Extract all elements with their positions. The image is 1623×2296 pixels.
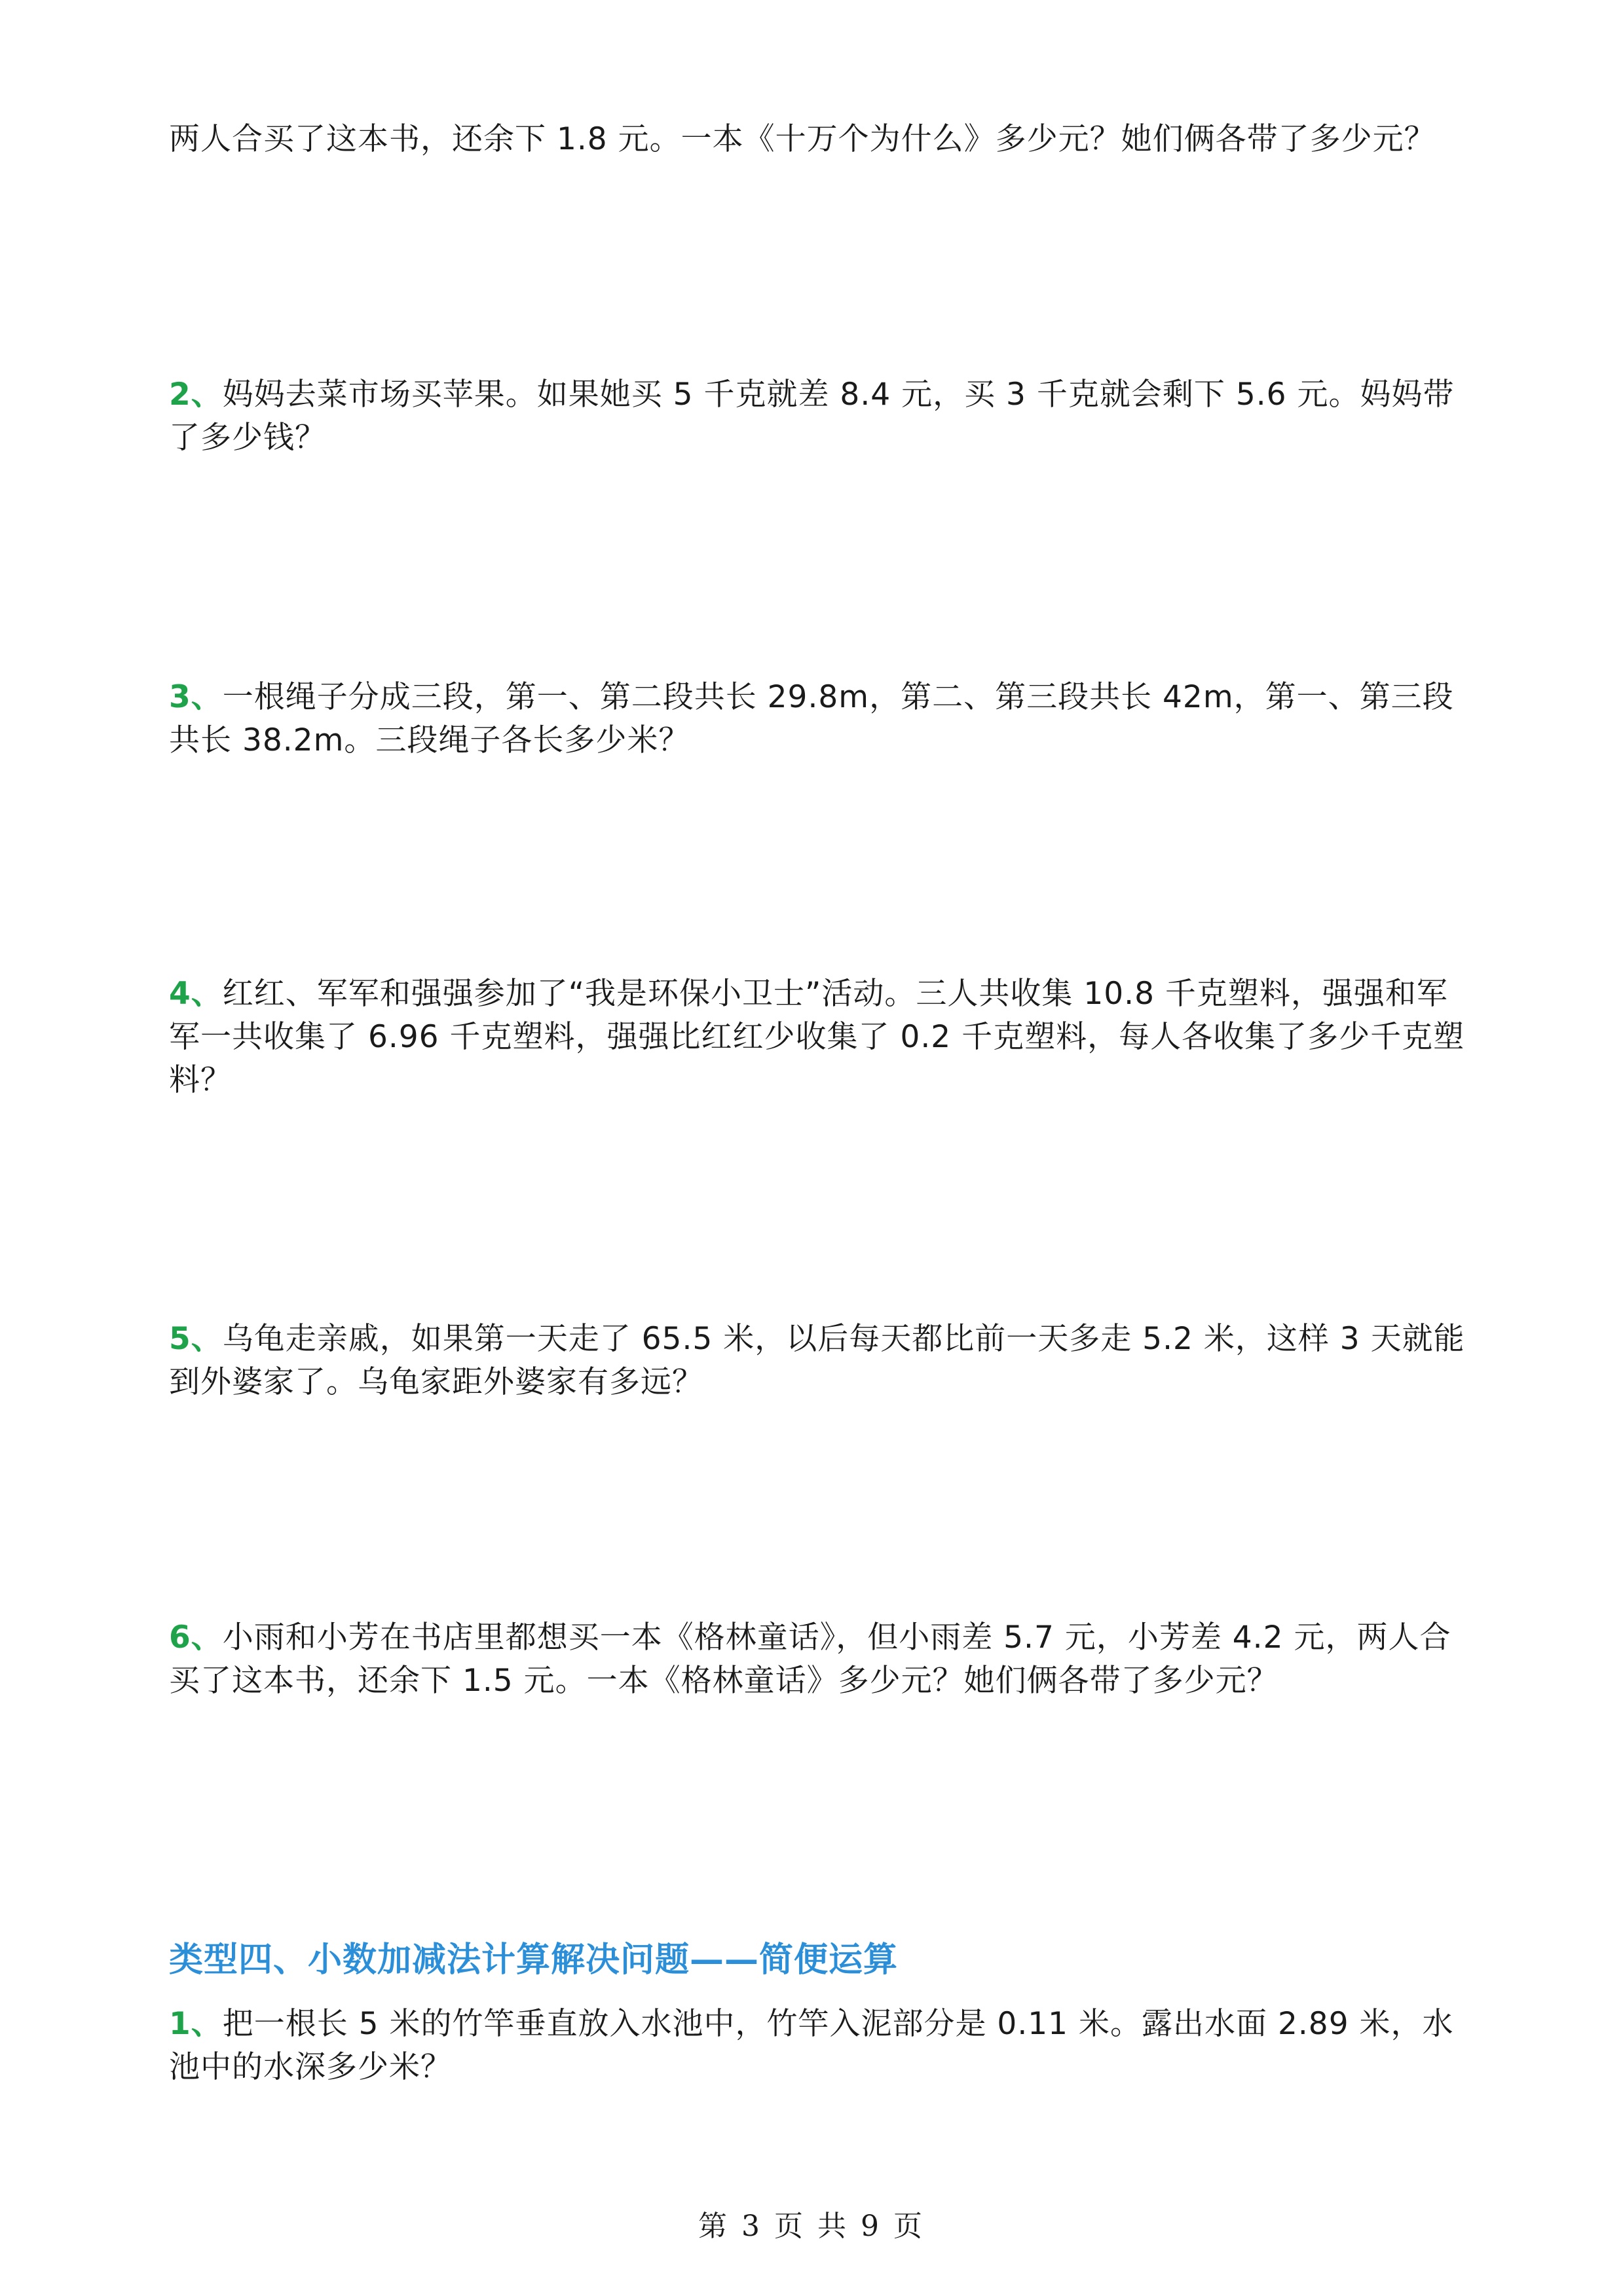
question-text: 红红、军军和强强参加了“我是环保小卫士”活动。三人共收集 10.8 千克塑料，强强和军军一共收集了 6.96 千克塑料，强强比红红少收集了 0.2 千克塑料，每人各收集了多少千克塑料？: [169, 976, 1465, 1098]
question-number: 2、: [169, 377, 223, 413]
question-text: 两人合买了这本书，还余下 1.8 元。一本《十万个为什么》多少元？她们俩各带了多少元？: [169, 121, 1436, 157]
question-number: 3、: [169, 679, 223, 715]
question-number: 5、: [169, 1321, 223, 1357]
section-question-1: [169, 2003, 1466, 2089]
question-4: [169, 972, 1466, 1102]
question-6: [169, 1616, 1466, 1703]
question-text: 把一根长 5 米的竹竿垂直放入水池中，竹竿入泥部分是 0.11 米。露出水面 2.89 米，水池中的水深多少米？: [169, 2006, 1454, 2085]
question-5: [169, 1318, 1466, 1404]
question-2: [169, 373, 1466, 460]
question-text: 小雨和小芳在书店里都想买一本《格林童话》，但小雨差 5.7 元，小芳差 4.2 元，两人合买了这本书，还余下 1.5 元。一本《格林童话》多少元？她们俩各带了多少元？: [169, 1620, 1451, 1699]
question-3: [169, 676, 1466, 762]
question-number: 1、: [169, 2006, 223, 2042]
question-number: 6、: [169, 1620, 223, 1656]
question-number: 4、: [169, 976, 223, 1012]
question-text: 妈妈去菜市场买苹果。如果她买 5 千克就差 8.4 元，买 3 千克就会剩下 5.6 元。妈妈带了多少钱？: [169, 377, 1455, 456]
question-continuation: [169, 118, 1466, 161]
question-text: 一根绳子分成三段，第一、第二段共长 29.8m，第二、第三段共长 42m，第一、第三段共长 38.2m。三段绳子各长多少米？: [169, 679, 1454, 758]
section-heading: 类型四、小数加减法计算解决问题——简便运算: [169, 1940, 899, 1980]
question-text: 乌龟走亲戚，如果第一天走了 65.5 米，以后每天都比前一天多走 5.2 米，这样 3 天就能到外婆家了。乌龟家距外婆家有多远？: [169, 1321, 1465, 1400]
page-footer: 第 3 页 共 9 页: [698, 2210, 925, 2243]
